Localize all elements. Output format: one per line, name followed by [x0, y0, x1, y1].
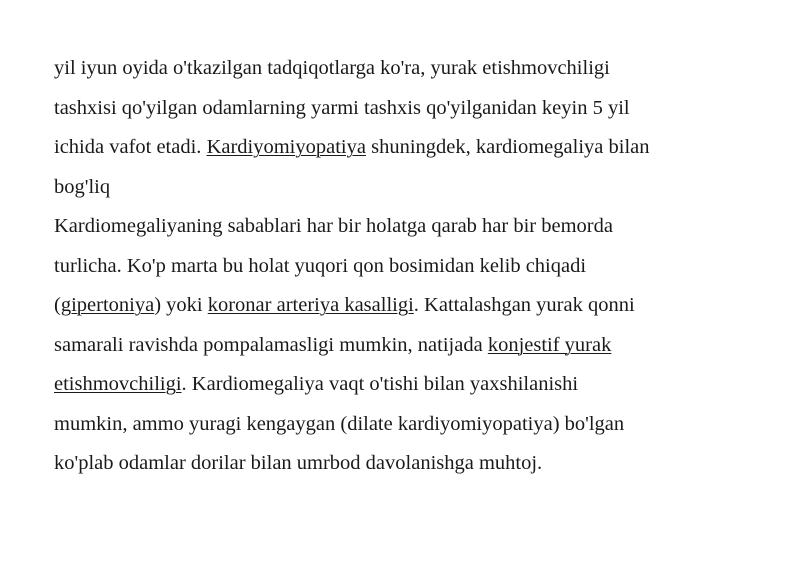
link-koronar-arteriya-kasalligi[interactable]: koronar arteriya kasalligi [207, 294, 414, 316]
text-line: yil iyun oyida o'tkazilgan tadqiqotlarga ko'ra, yurak etishmovchiligi [54, 57, 610, 79]
document-body [54, 49, 754, 484]
text-segment: shuningdek, kardiomegaliya bilan [365, 136, 650, 158]
paragraph-2 [54, 207, 754, 484]
text-segment: . Kattalashgan yurak qonni [413, 294, 635, 316]
link-kardiyomiyopatiya[interactable]: Kardiyomiyopatiya [206, 136, 366, 158]
link-konjestif-yurak-etishmovchiligi-cont[interactable]: etishmovchiligi [54, 373, 182, 395]
link-gipertoniya[interactable]: gipertoniya [60, 294, 155, 316]
paragraph-1 [54, 49, 754, 207]
text-line: bog'liq [54, 175, 111, 198]
text-line [54, 128, 754, 168]
text-line [54, 326, 754, 366]
text-segment: ichida vafot etadi. [54, 136, 207, 158]
text-line: turlicha. Ko'p marta bu holat yuqori qon bosimidan kelib chiqadi [54, 254, 587, 277]
text-segment: ) yoki [154, 294, 208, 316]
text-line: mumkin, ammo yuragi kengaygan (dilate kardiyomiyopatiya) bo'lgan [54, 412, 625, 435]
text-line [54, 286, 754, 326]
text-segment: . Kardiomegaliya vaqt o'tishi bilan yaxshilanishi [181, 373, 579, 395]
text-line: ko'plab odamlar dorilar bilan umrbod davolanishga muhtoj. [54, 452, 543, 474]
link-konjestif-yurak-etishmovchiligi[interactable]: konjestif yurak [487, 333, 612, 356]
text-line [54, 365, 754, 405]
text-line: tashxisi qo'yilgan odamlarning yarmi tashxis qo'yilganidan keyin 5 yil [54, 96, 630, 119]
text-segment: ( [54, 294, 61, 316]
text-line: Kardiomegaliyaning sabablari har bir holatga qarab har bir bemorda [54, 215, 613, 237]
text-segment: samarali ravishda pompalamasligi mumkin, natijada [54, 333, 488, 356]
